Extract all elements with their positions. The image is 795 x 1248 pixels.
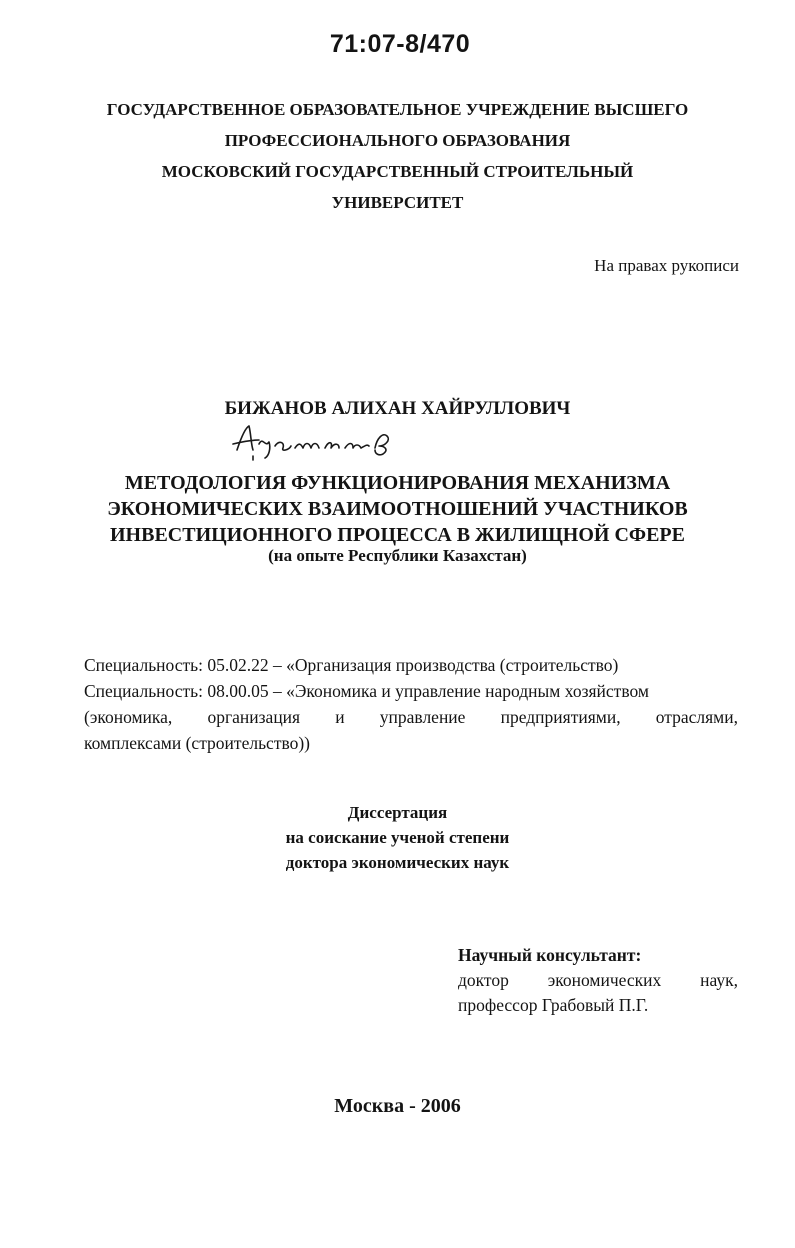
title-line: ИНВЕСТИЦИОННОГО ПРОЦЕССА В ЖИЛИЩНОЙ СФЕРЕ: [110, 524, 685, 546]
degree-line: на соискание ученой степени: [285, 828, 510, 847]
institution-header: [0, 94, 795, 218]
dissertation-title: [0, 470, 795, 548]
degree-statement: [0, 800, 795, 875]
city-year: Москва - 2006: [334, 1095, 461, 1117]
dissertation-subtitle: (на опыте Республики Казахстан): [268, 546, 527, 565]
consultant-name: профессор Грабовый П.Г.: [458, 995, 649, 1015]
specialty-line: комплексами (строительство)): [84, 733, 311, 753]
author-name: БИЖАНОВ АЛИХАН ХАЙРУЛЛОВИЧ: [224, 398, 571, 419]
specialties-block: [84, 652, 738, 756]
author-signature: [225, 420, 405, 462]
title-line: ЭКОНОМИЧЕСКИХ ВЗАИМООТНОШЕНИЙ УЧАСТНИКОВ: [107, 498, 688, 520]
title-line: МЕТОДОЛОГИЯ ФУНКЦИОНИРОВАНИЯ МЕХАНИЗМА: [124, 472, 671, 494]
institution-line: ГОСУДАРСТВЕННОЕ ОБРАЗОВАТЕЛЬНОЕ УЧРЕЖДЕНИЕ ВЫСШЕГО: [106, 100, 689, 119]
specialty-line: Специальность: 05.02.22 – «Организация производства (строительство): [84, 655, 619, 675]
consultant-degree: доктор экономических наук,: [458, 970, 738, 990]
degree-line: доктора экономических наук: [285, 853, 510, 872]
institution-line: МОСКОВСКИЙ ГОСУДАРСТВЕННЫЙ СТРОИТЕЛЬНЫЙ: [161, 162, 634, 181]
manuscript-note: На правах рукописи: [594, 256, 739, 275]
scientific-consultant: [458, 943, 738, 1018]
degree-line: Диссертация: [347, 803, 448, 822]
specialty-line: Специальность: 08.00.05 – «Экономика и управление народным хозяйством: [84, 681, 649, 701]
archive-code: 71:07-8/470: [329, 30, 471, 58]
consultant-heading: Научный консультант:: [458, 945, 642, 965]
institution-line: УНИВЕРСИТЕТ: [331, 193, 464, 212]
specialty-line: (экономика, организация и управление предприятиями, отраслями,: [84, 707, 738, 727]
institution-line: ПРОФЕССИОНАЛЬНОГО ОБРАЗОВАНИЯ: [224, 131, 571, 150]
